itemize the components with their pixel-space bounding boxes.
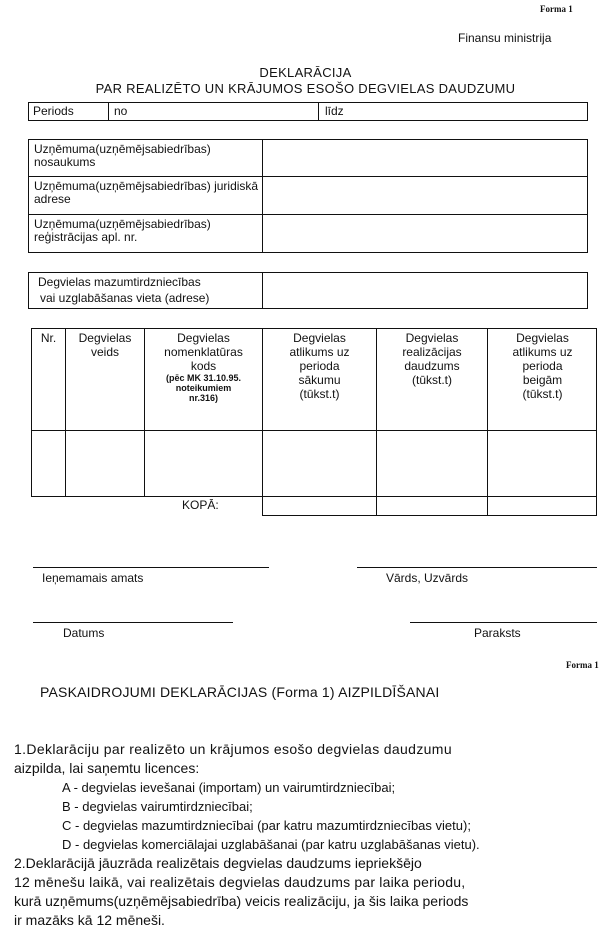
company-address-field[interactable] <box>268 178 584 211</box>
col-header-nr: Nr. <box>40 331 57 345</box>
position-label: Ieņemamais amats <box>42 571 144 585</box>
location-label-1: Degvielas mazumtirdzniecības <box>38 275 201 289</box>
signature-label: Paraksts <box>474 626 521 640</box>
date-label: Datums <box>63 626 105 640</box>
cell-start-stock[interactable] <box>264 432 375 495</box>
total-label: KOPĀ: <box>182 498 219 512</box>
period-to-field[interactable] <box>355 103 580 119</box>
location-label-2: vai uzglabāšanas vieta (adrese) <box>40 291 210 305</box>
period-to-label: līdz <box>325 104 344 118</box>
instruction-2-line4: ir mazāks kā 12 mēneši. <box>14 912 165 928</box>
ministry-name: Finansu ministrija <box>458 31 552 45</box>
company-name-field[interactable] <box>268 141 584 174</box>
col-header-end-stock: Degvielas atlikums uz perioda beigām (tūkst.t) <box>512 331 573 401</box>
total-sold[interactable] <box>378 498 486 514</box>
total-start-stock[interactable] <box>264 498 375 514</box>
form-label-instructions: Forma 1 <box>566 660 599 670</box>
total-end-stock[interactable] <box>489 498 595 514</box>
position-line[interactable] <box>33 567 269 568</box>
instructions-title: PASKAIDROJUMI DEKLARĀCIJAS (Forma 1) AIZPILDĪŠANAI <box>40 684 440 700</box>
location-field[interactable] <box>268 274 584 306</box>
name-label: Vārds, Uzvārds <box>386 571 469 585</box>
cell-fuel-code[interactable] <box>146 432 261 495</box>
instruction-item-d: D - degvielas komerciālajai uzglabāšanai (par katru uzglabāšanas vietu). <box>62 837 480 852</box>
instruction-item-a: A - degvielas ievešanai (importam) un vairumtirdzniecībai; <box>62 780 396 795</box>
instruction-1-line2: aizpilda, lai saņemtu licences: <box>14 760 200 776</box>
period-label: Periods <box>33 104 74 118</box>
instruction-2-line2: 12 mēnešu laikā, vai realizētais degvielas daudzums par laika periodu, <box>14 874 466 890</box>
cell-nr[interactable] <box>33 432 64 495</box>
col-header-start-stock: Degvielas atlikums uz perioda sākumu (tūkst.t) <box>289 331 350 401</box>
instruction-2-line1: 2.Deklarācijā jāuzrāda realizētais degvielas daudzums iepriekšējo <box>14 855 422 871</box>
instruction-item-c: C - degvielas mazumtirdzniecībai (par katru mazumtirdzniecības vietu); <box>62 818 471 833</box>
instruction-1-line1: 1.Deklarāciju par realizēto un krājumos esošo degvielas daudzumu <box>14 741 452 757</box>
instruction-2-line3: kurā uzņēmums(uzņēmējsabiedrība) veicis realizāciju, ja šis laika periods <box>14 893 469 909</box>
instruction-item-b: B - degvielas vairumtirdzniecībai; <box>62 799 253 814</box>
period-from-label: no <box>114 104 128 118</box>
cell-fuel-type[interactable] <box>67 432 143 495</box>
cell-sold[interactable] <box>378 432 486 495</box>
col-header-type: Degvielas veids <box>78 331 132 359</box>
company-name-label: Uzņēmuma(uzņēmējsabiedrības) nosaukums <box>34 142 211 169</box>
period-from-field[interactable] <box>140 103 310 119</box>
col-header-sold: Degvielas realizācijas daudzums (tūkst.t) <box>402 331 462 387</box>
signature-line[interactable] <box>410 622 597 623</box>
form-label-top: Forma 1 <box>540 4 573 14</box>
name-line[interactable] <box>357 567 597 568</box>
col-header-code: Degvielas nomenklatūras kods (pēc MK 31.10.95. noteikumiem nr.316) <box>164 331 243 403</box>
cell-end-stock[interactable] <box>489 432 595 495</box>
declaration-subtitle: PAR REALIZĒTO UN KRĀJUMOS ESOŠO DEGVIELAS DAUDZUMU <box>95 81 516 96</box>
company-address-label: Uzņēmuma(uzņēmējsabiedrības) juridiskā adrese <box>34 179 259 206</box>
company-reg-field[interactable] <box>268 216 584 250</box>
company-reg-label: Uzņēmuma(uzņēmējsabiedrības) reģistrācijas apl. nr. <box>34 217 211 244</box>
declaration-title: DEKLARĀCIJA <box>259 65 352 80</box>
date-line[interactable] <box>33 622 233 623</box>
